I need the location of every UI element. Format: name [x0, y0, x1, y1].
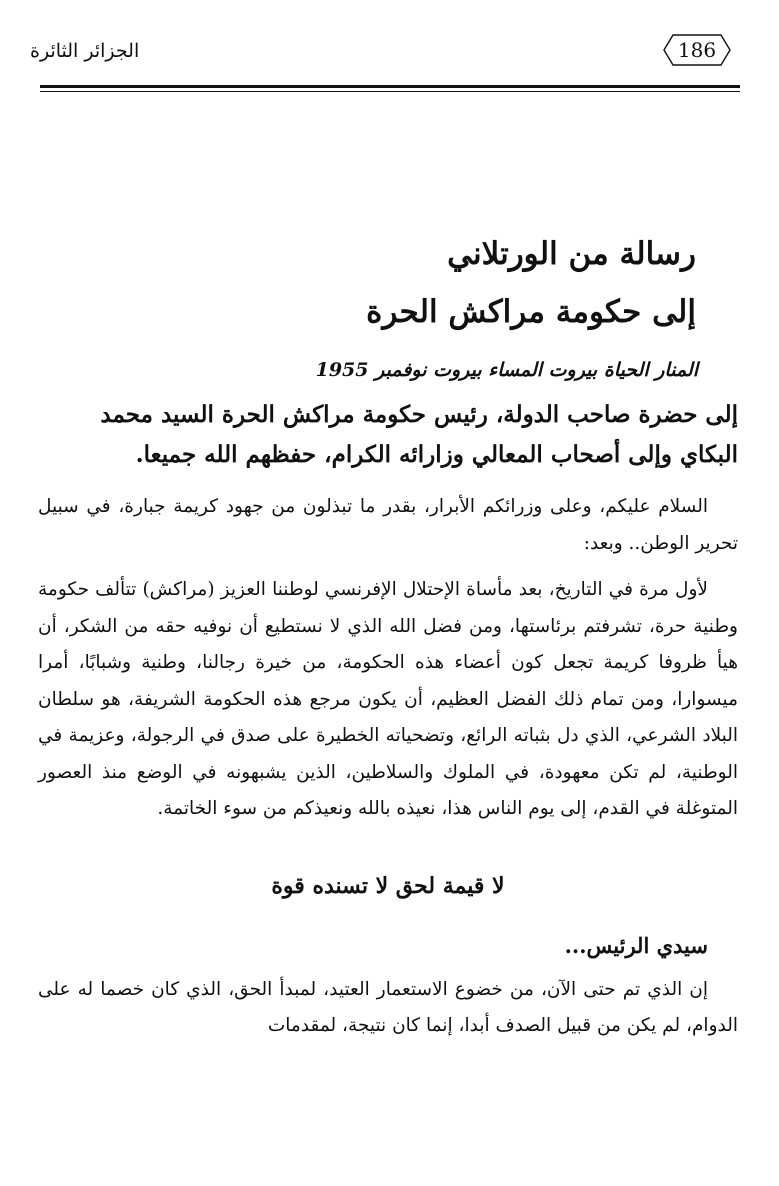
section-heading: لا قيمة لحق لا تسنده قوة — [271, 872, 505, 899]
paragraph-body: لأول مرة في التاريخ، بعد مأساة الإحتلال الإفرنسي لوطننا العزيز (مراكش) تتألف حكومة وطنية حرة، تشرفتم برئاستها، ومن فضل الله الذي لا نستطيع أن نوفيه حقه من الشكر، أن هيأ ظروفا كريمة تجعل كون أعضاء هذه الحكومة، من خيرة رجالنا، وطنية وشبابًا، أمرا ميسوارا، ومن تمام ذلك الفضل العظيم، أن يكون مرجع هذه الحكومة الشريفة، هو سلطان البلاد الشرعي، الذي دل بثباته الرائع، وتضحياته الخطيرة على صدق في الرجولة، وعزيمة في الوطنية، لم تكن معهودة، في الملوك والسلاطين، الذين يشبهونه في الوضع منذ العصور المتوغلة في القدم، إلى يوم الناس هذا، نعيذه بالله ونعيذكم من سوء الخاتمة. — [38, 579, 738, 819]
article-title-line2: إلى حكومة مراكش الحرة — [366, 294, 696, 330]
running-title: الجزائر الثائرة — [30, 40, 140, 62]
paragraph-continuation: إن الذي تم حتى الآن، من خضوع الاستعمار العتيد، لمبدأ الحق، الذي كان خصما له على الدوام، لم يكن من قبيل الصدف أبدا، إنما كان نتيجة، لمقدمات — [38, 978, 738, 1036]
header-rule-thin — [40, 91, 740, 92]
page-body — [38, 225, 738, 1045]
article-title-line1: رسالة من الورتلاني — [447, 236, 696, 272]
paragraph-greeting: السلام عليكم، وعلى وزرائكم الأبرار، بقدر ما تبذلون من جهود كريمة جبارة، في سبيل تحرير الوطن.. وبعد: — [38, 496, 738, 554]
page-number-frame — [663, 34, 731, 66]
article-address: إلى حضرة صاحب الدولة، رئيس حكومة مراكش الحرة السيد محمد البكاي وإلى أصحاب المعالي وزارائه الكرام، حفظهم الله جميعا. — [100, 401, 738, 468]
header-rule-thick — [40, 85, 740, 88]
page-number: 186 — [677, 38, 717, 62]
page-header — [0, 0, 779, 100]
salutation: سيدي الرئيس... — [564, 932, 708, 958]
article-byline: المنار الحياة بيروت المساء بيروت نوفمبر 1955 — [315, 359, 698, 381]
